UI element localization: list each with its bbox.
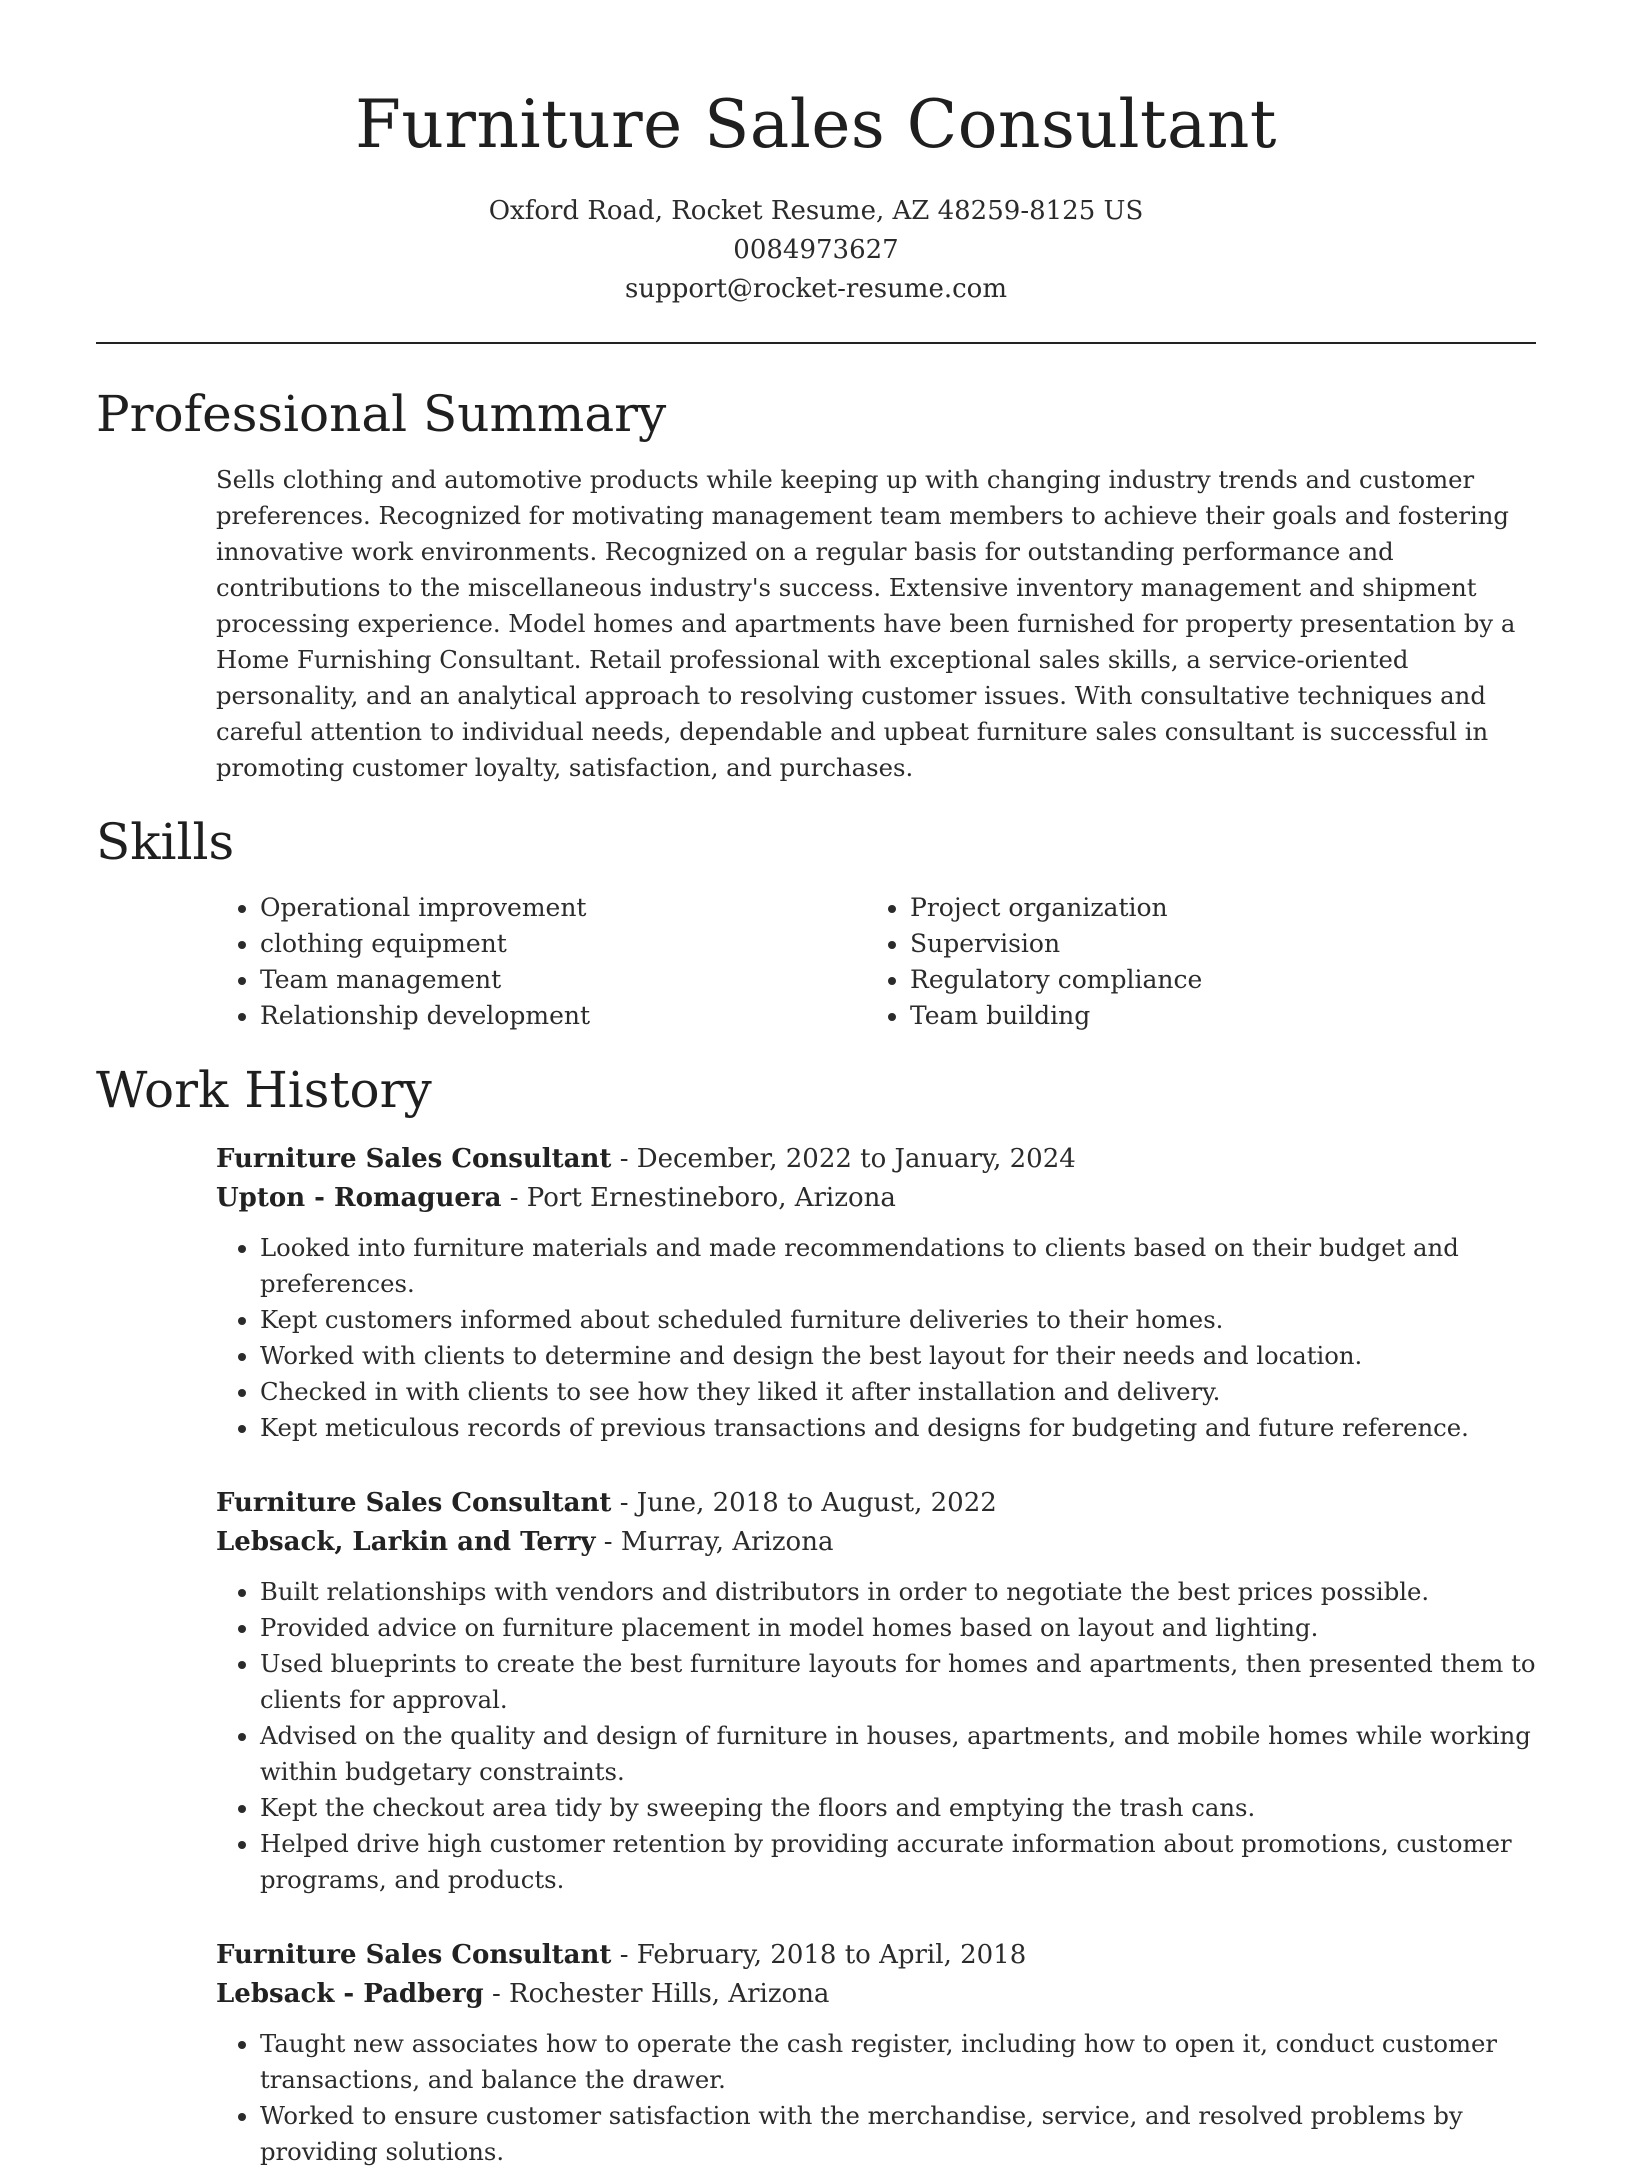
job-bullet: • Worked with clients to determine and design the best layout for their needs and location. xyxy=(260,1338,1536,1374)
job-bullet: • Kept customers informed about scheduled furniture deliveries to their homes. xyxy=(260,1302,1536,1338)
job-bullet: • Advised on the quality and design of furniture in houses, apartments, and mobile homes while working within budgetary constraints. xyxy=(260,1718,1536,1790)
job-company-line xyxy=(216,1523,1536,1562)
skill-item: • Regulatory compliance xyxy=(910,962,1516,998)
job-company-line xyxy=(216,1975,1536,2014)
contact-address: Oxford Road, Rocket Resume, AZ 48259-8125 US xyxy=(488,196,1144,226)
job-bullets xyxy=(216,2026,1536,2170)
job-location: - Murray, Arizona xyxy=(595,1527,834,1557)
job-title-line xyxy=(216,1936,1536,1975)
skill-item: • Supervision xyxy=(910,926,1516,962)
job-bullet: • Kept meticulous records of previous transactions and designs for budgeting and future reference. xyxy=(260,1410,1536,1446)
job-entry xyxy=(216,1936,1536,2170)
contact-block xyxy=(0,192,1632,309)
job-company: Lebsack - Padberg xyxy=(216,1979,484,2009)
job-title: Furniture Sales Consultant xyxy=(216,1488,612,1518)
skills-column-right xyxy=(866,890,1516,1034)
job-company: Upton - Romaguera xyxy=(216,1183,502,1213)
job-title: Furniture Sales Consultant xyxy=(216,1940,612,1970)
skills-heading: Skills xyxy=(96,813,235,871)
job-entry xyxy=(216,1484,1536,1898)
job-bullet: • Worked to ensure customer satisfaction with the merchandise, service, and resolved problems by providing solutions. xyxy=(260,2098,1536,2170)
summary-heading: Professional Summary xyxy=(96,385,667,443)
job-location: - Rochester Hills, Arizona xyxy=(483,1979,830,2009)
job-bullets xyxy=(216,1574,1536,1898)
job-company-line xyxy=(216,1179,1536,1218)
skill-item: • Relationship development xyxy=(260,998,866,1034)
work-history-heading: Work History xyxy=(96,1061,432,1119)
header-divider xyxy=(96,342,1536,344)
job-bullet: • Kept the checkout area tidy by sweeping the floors and emptying the trash cans. xyxy=(260,1790,1536,1826)
job-dates: - June, 2018 to August, 2022 xyxy=(611,1488,997,1518)
job-bullet: • Helped drive high customer retention by providing accurate information about promotions, customer programs, and products. xyxy=(260,1826,1536,1898)
skill-item: • Team building xyxy=(910,998,1516,1034)
job-bullet: • Checked in with clients to see how they liked it after installation and delivery. xyxy=(260,1374,1536,1410)
job-bullet: • Looked into furniture materials and made recommendations to clients based on their budget and preferences. xyxy=(260,1230,1536,1302)
job-bullet: • Used blueprints to create the best furniture layouts for homes and apartments, then presented them to clients for approval. xyxy=(260,1646,1536,1718)
skill-item: • Project organization xyxy=(910,890,1516,926)
candidate-name: Furniture Sales Consultant xyxy=(355,86,1277,163)
skill-item: • Operational improvement xyxy=(260,890,866,926)
skill-item: • Team management xyxy=(260,962,866,998)
skill-item: • clothing equipment xyxy=(260,926,866,962)
job-title: Furniture Sales Consultant xyxy=(216,1144,612,1174)
skills-column-left xyxy=(216,890,866,1034)
job-bullets xyxy=(216,1230,1536,1446)
summary-text: Sells clothing and automotive products while keeping up with changing industry trends and customer preferences. Recognized for motivating management team members to achieve their goals and fostering innovative work environments. Recognized on a regular basis for outstanding performance and contributions to the miscellaneous industry's success. Extensive inventory management and shipment processing experience. Model homes and apartments have been furnished for property presentation by a Home Furnishing Consultant. Retail professional with exceptional sales skills, a service-oriented personality, and an analytical approach to resolving customer issues. With consultative techniques and careful attention to individual needs, dependable and upbeat furniture sales consultant is successful in promoting customer loyalty, satisfaction, and purchases. xyxy=(216,465,1516,782)
job-location: - Port Ernestineboro, Arizona xyxy=(501,1183,896,1213)
job-bullet: • Provided advice on furniture placement in model homes based on layout and lighting. xyxy=(260,1610,1536,1646)
job-dates: - December, 2022 to January, 2024 xyxy=(611,1144,1076,1174)
job-bullet: • Built relationships with vendors and distributors in order to negotiate the best prices possible. xyxy=(260,1574,1536,1610)
job-title-line xyxy=(216,1484,1536,1523)
skills-list xyxy=(216,890,1526,1034)
job-title-line xyxy=(216,1140,1536,1179)
job-dates: - February, 2018 to April, 2018 xyxy=(611,1940,1027,1970)
job-entry xyxy=(216,1140,1536,1446)
contact-email: support@rocket-resume.com xyxy=(624,274,1007,304)
job-bullet: • Taught new associates how to operate the cash register, including how to open it, conduct customer transactions, and balance the drawer. xyxy=(260,2026,1536,2098)
job-company: Lebsack, Larkin and Terry xyxy=(216,1527,596,1557)
contact-phone: 0084973627 xyxy=(733,235,899,265)
